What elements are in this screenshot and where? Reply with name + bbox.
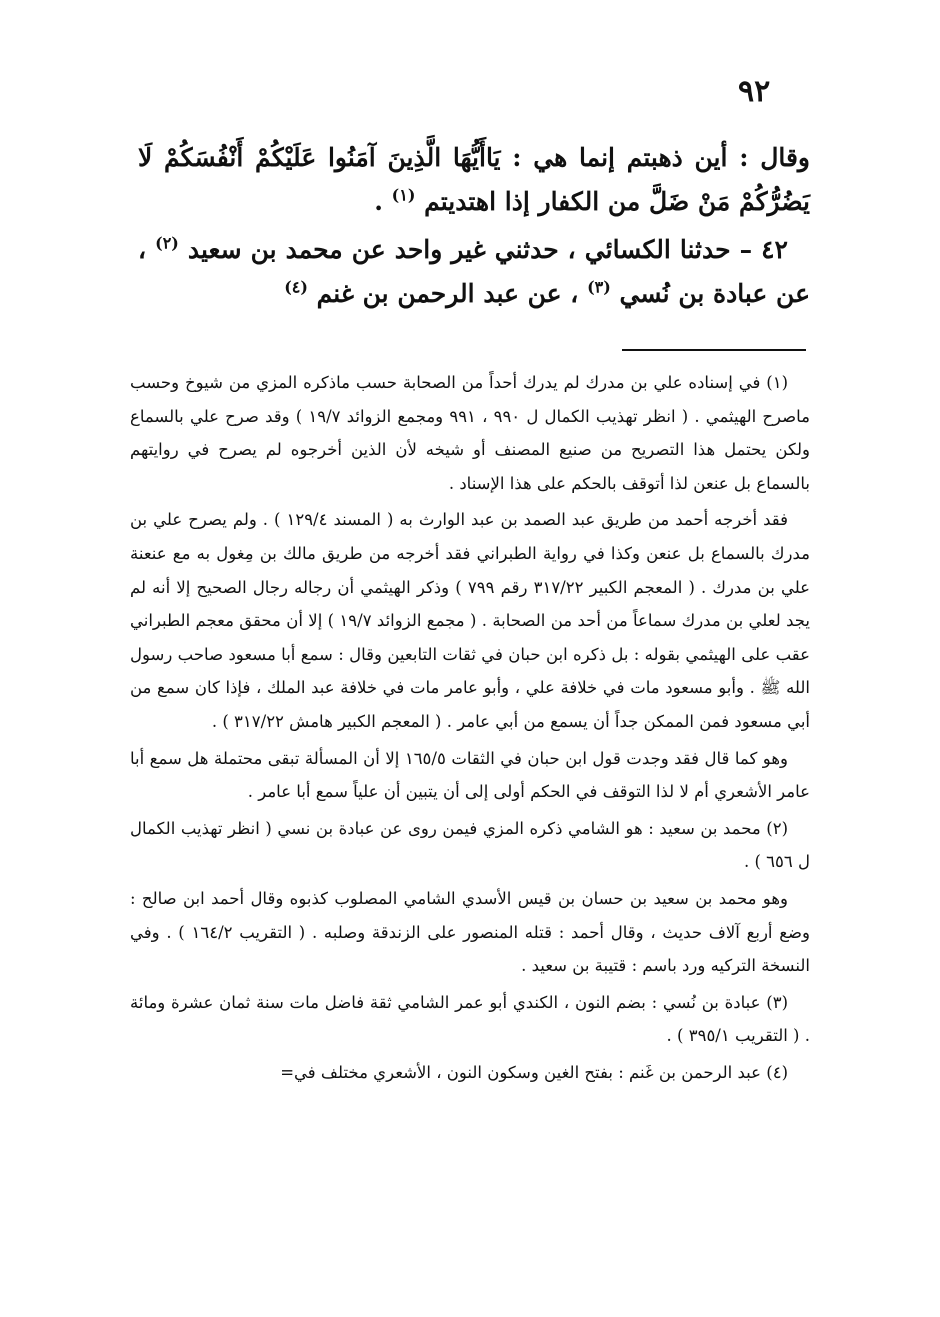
footnote-3: (٣) عبادة بن نُسي : بضم النون ، الكندي أبو عمر الشامي ثقة فاضل مات سنة ثمان عشرة ومائة . ( التقريب ٣٩٥/١ ) . — [130, 992, 810, 1046]
main-paragraph-1-text: وقال : أين ذهبتم إنما هي : يَاأَيُّهَا الَّذِينَ آمَنُوا عَلَيْكُمْ أَنْفُسَكُمْ لَا يَضُرُّكُمْ مَنْ ضَلَّ من الكفار إذا اهتديتم — [138, 143, 810, 216]
footnote-ref-2: (٢) — [155, 233, 179, 253]
footnote-2-paragraph-2: وهو محمد بن سعيد بن حسان بن قيس الأسدي الشامي المصلوب كذبوه وقال أحمد ابن صالح : وضع أربع آلاف حديث ، وقال أحمد : قتله المنصور على الزندقة وصلبه . ( التقريب ١٦٤/٢ ) . وفي النسخة التركيه ورد باسم : قتيبة بن سعيد . — [130, 888, 810, 976]
page-number: ٩٢ — [738, 74, 771, 109]
hadith-42-text-c: ، عن عبد الرحمن بن غنم — [316, 279, 579, 308]
footnote-1-paragraph-2: فقد أخرجه أحمد من طريق عبد الصمد بن عبد الوارث به ( المسند ١٢٩/٤ ) . ولم يصرح علي بن مدرك بالسماع بل عنعن وكذا في رواية الطبراني فقد أخرجه من طريق مالك بن مِغول به مع عنعنة علي بن مدرك . ( المعجم الكبير ٣١٧/٢٢ رقم ٧٩٩ ) وذكر الهيثمي أن رجاله رجال الصحيح إلا أنه لم يجد لعلي بن مدرك سماعاً من أحد من الصحابة . ( مجمع الزوائد ١٩/٧ ) إلا أن محقق معجم الطبراني عقب على الهيثمي بقوله : بل ذكره ابن حبان في ثقات التابعين وقال : سمع أبا مسعود صاحب رسول الله ﷺ . وأبو مسعود مات في خلافة علي ، وأبو عامر مات في خلافة عبد الملك ، فإذا كان سمع من أبي مسعود فمن الممكن جداً أن يسمع من أبي عامر . ( المعجم الكبير هامش ٣١٧/٢٢ ) . — [130, 510, 810, 731]
main-paragraph-2 — [138, 228, 810, 316]
footnotes — [130, 366, 810, 1092]
hadith-42-text-a: ٤٢ – حدثنا الكسائي ، حدثني غير واحد عن محمد بن سعيد — [187, 235, 788, 264]
footnote-ref-3: (٣) — [587, 277, 611, 297]
main-paragraph-1-end: . — [374, 187, 383, 216]
main-paragraph-1 — [138, 136, 810, 224]
footnote-ref-1: (١) — [391, 185, 416, 205]
hadith-42-text-b: ، عن عبادة بن نُسي — [138, 235, 810, 308]
footnote-1-paragraph-3: وهو كما قال فقد وجدت قول ابن حبان في الثقات ١٦٥/٥ إلا أن المسألة تبقى محتملة هل سمع أبا عامر الأشعري أم لا لذا التوقف في الحكم أولى إلى أن يتبين أن علياً سمع أبا عامر . — [130, 748, 810, 802]
footnote-2: (٢) محمد بن سعيد : هو الشامي ذكره المزي فيمن روى عن عبادة بن نسي ( انظر تهذيب الكمال ل ٦٥٦ ) . — [130, 818, 810, 872]
footnote-ref-4: (٤) — [284, 277, 308, 297]
main-text — [138, 136, 810, 320]
footnote-1: (١) في إسناده علي بن مدرك لم يدرك أحداً من الصحابة حسب ماذكره المزي من شيوخ وحسب ماصرح الهيثمي . ( انظر تهذيب الكمال ل ٩٩٠ ، ٩٩١ ومجمع الزوائد ١٩/٧ ) وقد صرح علي بالسماع ولكن يحتمل هذا التصريح من صنيع المصنف أو شيخه لأن الذين أخرجوه لم يصرح في روايتهم بالسماع بل عنعن لذا أتوقف بالحكم على هذا الإسناد . — [130, 373, 810, 493]
footnote-4: (٤) عبد الرحمن بن غَنم : بفتح الغين وسكون النون ، الأشعري مختلف في= — [280, 1062, 788, 1082]
footnote-divider — [622, 349, 806, 351]
